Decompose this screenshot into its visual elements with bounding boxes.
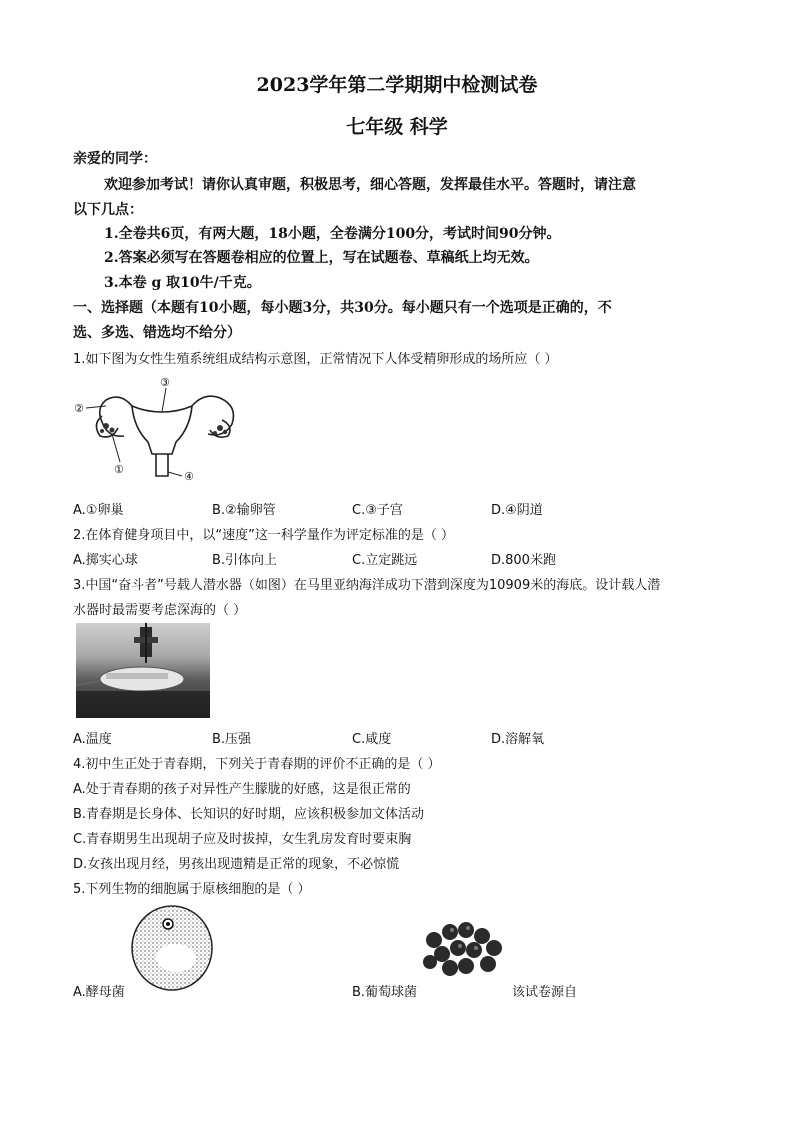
yeast-cell-image <box>128 902 218 992</box>
q1-label-3: ③ <box>160 376 170 389</box>
q1-label-4: ④ <box>184 470 194 483</box>
q3-stem-line-1: 3.中国“奋斗者”号载人潜水器（如图）在马里亚纳海洋成功下潜到深度为10909米的海底。设计载人潜 <box>73 578 661 593</box>
yeast-cell-svg <box>128 902 218 992</box>
section-1-heading-line-2: 选、多选、错选均不给分） <box>73 325 241 341</box>
q2-option-d[interactable]: D.800米跑 <box>491 553 556 568</box>
q4-option-d[interactable]: D.女孩出现月经，男孩出现遗精是正常的现象，不必惊慌 <box>73 857 400 872</box>
welcome-line-2: 以下几点： <box>73 202 143 218</box>
right-fallopian-tube <box>192 396 234 435</box>
staphylococcus-image <box>420 918 510 988</box>
q1-stem: 1.如下图为女性生殖系统组成结构示意图，正常情况下人体受精卵形成的场所应（ ） <box>73 352 558 367</box>
q1-reproductive-diagram <box>72 376 252 486</box>
q2-option-a[interactable]: A.掷实心球 <box>73 553 138 568</box>
q5-option-a[interactable]: A.酵母菌 <box>73 985 125 1000</box>
q2-stem: 2.在体育健身项目中，以“速度”这一科学量作为评定标准的是（ ） <box>73 528 455 543</box>
q4-option-b[interactable]: B.青春期是长身体、长知识的好时期，应该积极参加文体活动 <box>73 807 425 822</box>
section-1-heading-line-1: 一、选择题（本题有10小题，每小题3分，共30分。每小题只有一个选项是正确的，不 <box>73 300 612 316</box>
q2-option-b[interactable]: B.引体向上 <box>212 553 278 568</box>
vagina <box>156 454 168 476</box>
q2-option-c[interactable]: C.立定跳远 <box>352 553 418 568</box>
greeting: 亲爱的同学： <box>73 151 157 167</box>
q1-diagram-svg <box>72 376 252 486</box>
q4-stem: 4.初中生正处于青春期，下列关于青春期的评价不正确的是（ ） <box>73 757 441 772</box>
q5-option-b[interactable]: B.葡萄球菌 <box>352 985 418 1000</box>
q5-stem: 5.下列生物的细胞属于原核细胞的是（ ） <box>73 882 311 897</box>
q3-option-a[interactable]: A.温度 <box>73 732 112 747</box>
q1-option-b[interactable]: B.②输卵管 <box>212 503 276 518</box>
q4-option-c[interactable]: C.青春期男生出现胡子应及时拔掉，女生乳房发育时要束胸 <box>73 832 412 847</box>
note-3: 3.本卷 g 取10牛/千克。 <box>104 275 261 291</box>
q4-option-a[interactable]: A.处于青春期的孩子对异性产生朦胧的好感，这是很正常的 <box>73 782 411 797</box>
q1-option-c[interactable]: C.③子宫 <box>352 503 403 518</box>
q3-option-b[interactable]: B.压强 <box>212 732 252 747</box>
exam-title: 2023学年第二学期期中检测试卷 <box>256 74 538 96</box>
submersible-photo-svg <box>76 623 210 718</box>
note-1: 1.全卷共6页，有两大题，18小题，全卷满分100分，考试时间90分钟。 <box>104 226 561 242</box>
submersible-photo <box>76 623 210 718</box>
uterus <box>132 406 192 454</box>
q3-option-d[interactable]: D.溶解氧 <box>491 732 545 747</box>
note-2: 2.答案必须写在答题卷相应的位置上，写在试题卷、草稿纸上均无效。 <box>104 250 539 266</box>
welcome-line-1: 欢迎参加考试！请你认真审题，积极思考，细心答题，发挥最佳水平。答题时，请注意 <box>104 177 636 193</box>
q3-option-c[interactable]: C.咸度 <box>352 732 392 747</box>
q1-option-a[interactable]: A.①卵巢 <box>73 503 124 518</box>
q3-stem-line-2: 水器时最需要考虑深海的（ ） <box>73 603 247 618</box>
source-watermark: 该试卷源自 <box>512 985 578 1000</box>
exam-subtitle: 七年级 科学 <box>346 116 448 138</box>
staphylococcus-svg <box>420 918 510 988</box>
q1-option-d[interactable]: D.④阴道 <box>491 503 543 518</box>
q1-label-1: ① <box>114 463 124 476</box>
q1-label-2: ② <box>74 402 84 415</box>
